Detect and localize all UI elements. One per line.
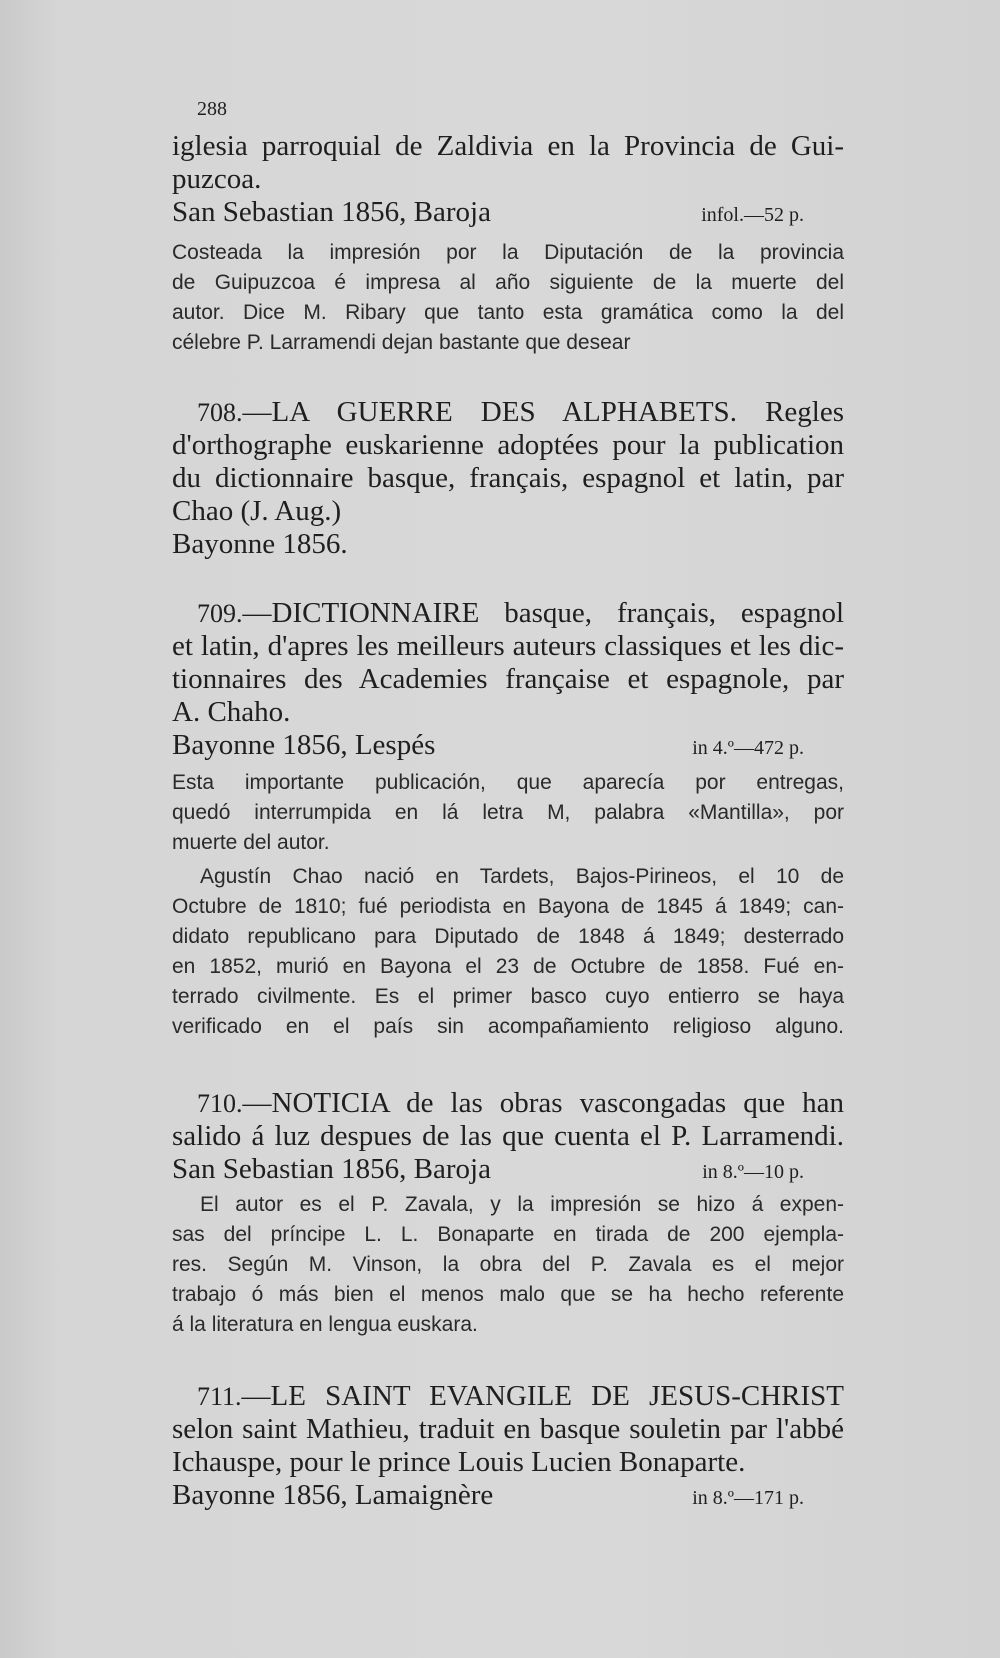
entry-line: salido á luz despues de las que cuenta el P. Larramendi. xyxy=(172,1120,844,1152)
note-line: verificado en el país sin acompañamiento religioso alguno. xyxy=(172,1015,844,1038)
note-line: en 1852, murió en Bayona el 23 de Octubre de 1858. Fué en- xyxy=(172,955,844,978)
entry-line: A. Chaho. xyxy=(172,696,291,728)
entry-line: —LA GUERRE DES ALPHABETS. Regles xyxy=(242,396,844,428)
entry-line: —DICTIONNAIRE basque, français, espagnol xyxy=(242,597,844,629)
note-line: Costeada la impresión por la Diputación de la provincia xyxy=(172,241,844,264)
note-line: quedó interrumpida en lá letra M, palabra «Mantilla», por xyxy=(172,801,844,824)
imprint: San Sebastian 1856, Baroja xyxy=(172,196,491,228)
entry-709 xyxy=(172,597,844,762)
note-line: res. Según M. Vinson, la obra del P. Zavala es el mejor xyxy=(172,1253,844,1276)
entry-number: 711. xyxy=(197,1382,242,1411)
imprint: San Sebastian 1856, Baroja xyxy=(172,1153,491,1185)
entry-number: 709. xyxy=(197,599,243,628)
note-line: muerte del autor. xyxy=(172,831,330,854)
entry-line: d'orthographe euskarienne adoptées pour la publication xyxy=(172,429,844,461)
format: in 8.º—10 p. xyxy=(702,1161,804,1183)
imprint: Bayonne 1856, Lespés xyxy=(172,729,436,761)
note-line: autor. Dice M. Ribary que tanto esta gramática como la del xyxy=(172,301,844,324)
note-line: sas del príncipe L. L. Bonaparte en tirada de 200 ejempla- xyxy=(172,1223,844,1246)
entry-line: du dictionnaire basque, français, espagnol et latin, par xyxy=(172,462,844,494)
imprint: Bayonne 1856. xyxy=(172,528,348,560)
entry-number: 710. xyxy=(197,1089,243,1118)
entry-711 xyxy=(172,1380,844,1512)
note-line: terrado civilmente. Es el primer basco cuyo entierro se haya xyxy=(172,985,844,1008)
entry-heading xyxy=(172,597,844,630)
entry-710-note xyxy=(172,1190,844,1340)
format: in 8.º—171 p. xyxy=(692,1487,804,1509)
imprint-line xyxy=(172,729,844,762)
entry-heading xyxy=(172,1087,844,1120)
imprint: Bayonne 1856, Lamaignère xyxy=(172,1479,494,1511)
entry-line: Ichauspe, pour le prince Louis Lucien Bonaparte. xyxy=(172,1446,746,1478)
note-line: didato republicano para Diputado de 1848 á 1849; desterrado xyxy=(172,925,844,948)
page-number: 288 xyxy=(197,98,227,120)
entry-708 xyxy=(172,396,844,561)
entry-line: —LE SAINT EVANGILE DE JESUS-CHRIST xyxy=(241,1380,844,1412)
note-line: Octubre de 1810; fué periodista en Bayona de 1845 á 1849; can- xyxy=(172,895,844,918)
entry-line: et latin, d'apres les meilleurs auteurs classiques et les dic- xyxy=(172,630,844,662)
entry-line: Chao (J. Aug.) xyxy=(172,495,342,527)
entry-710 xyxy=(172,1087,844,1186)
format: infol.—52 p. xyxy=(701,204,804,226)
note-line xyxy=(172,1190,844,1220)
entry-709-note xyxy=(172,768,844,858)
note-line: célebre P. Larramendi dejan bastante que desear xyxy=(172,331,631,354)
entry-line: —NOTICIA de las obras vascongadas que han xyxy=(242,1087,844,1119)
note-line: trabajo ó más bien el menos malo que se ha hecho referente xyxy=(172,1283,844,1306)
note-line: á la literatura en lengua euskara. xyxy=(172,1313,478,1336)
entry-line: selon saint Mathieu, traduit en basque souletin par l'abbé xyxy=(172,1413,844,1445)
imprint-line xyxy=(172,1479,844,1512)
entry-709-note-2 xyxy=(172,862,844,1042)
entry-line: iglesia parroquial de Zaldivia en la Provincia de Gui- xyxy=(172,130,844,162)
entry-line: puzcoa. xyxy=(172,163,262,195)
imprint-line xyxy=(172,196,844,229)
entry-number: 708. xyxy=(197,398,243,427)
note-text: Agustín Chao nació en Tardets, Bajos-Pirineos, el 10 de xyxy=(200,865,844,888)
entry-707-note xyxy=(172,238,844,358)
note-line xyxy=(172,862,844,892)
entry-heading xyxy=(172,1380,844,1413)
note-text: El autor es el P. Zavala, y la impresión se hizo á expen- xyxy=(200,1193,844,1216)
note-line: de Guipuzcoa é impresa al año siguiente de la muerte del xyxy=(172,271,844,294)
entry-line: tionnaires des Academies française et espagnole, par xyxy=(172,663,844,695)
format: in 4.º—472 p. xyxy=(692,737,804,759)
entry-heading xyxy=(172,396,844,429)
note-line: Esta importante publicación, que aparecía por entregas, xyxy=(172,771,844,794)
imprint-line xyxy=(172,1153,844,1186)
entry-707-continuation xyxy=(172,130,844,229)
